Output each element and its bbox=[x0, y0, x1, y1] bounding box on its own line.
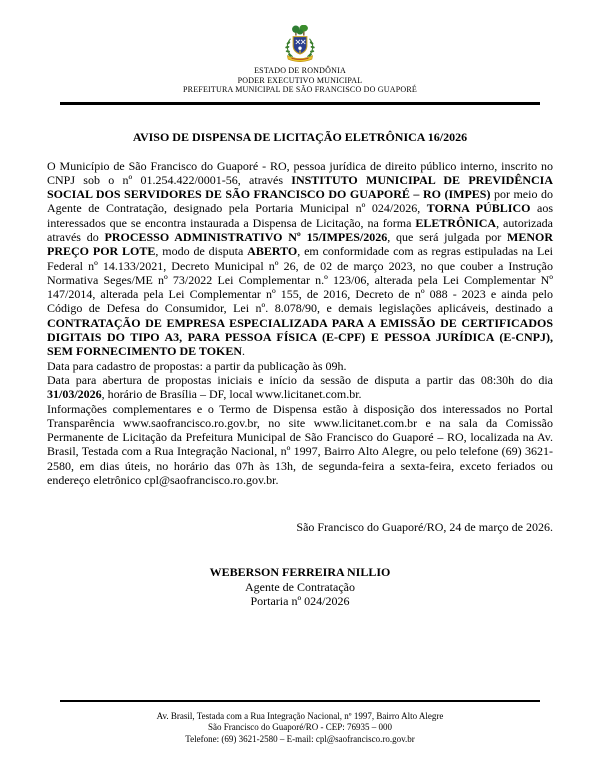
document-header bbox=[0, 0, 600, 105]
footer-divider bbox=[60, 700, 540, 702]
signer-name: WEBERSON FERREIRA NILLIO bbox=[209, 565, 391, 580]
footer-lines bbox=[0, 711, 600, 746]
dateline: São Francisco do Guaporé/RO, 24 de março de 2026. bbox=[296, 520, 553, 535]
document-title: AVISO DE DISPENSA DE LICITAÇÃO ELETRÔNICA 16/2026 bbox=[132, 129, 468, 144]
document-footer bbox=[0, 700, 600, 746]
body-paragraph-additional-info: Informações complementares e o Termo de Dispensa estão à disposição dos interessados no Portal Transparência www.saofrancisco.ro.gov.br, no site www.licitanet.com.br e na sala da Comissão Permanente de Licitação da Prefeitura Municipal de São Francisco do Guaporé – RO, localizada na Av. Brasil, Testada com a Rua Integração Nacional, nº 1997, Bairro Alto Alegre, ou pelo telefone (69) 3621-2580, em dias úteis, no horário das 07h às 13h, de segunda-feira a sexta-feira, exceto feriados ou endereço eletrônico cpl@saofrancisco.ro.gov.br. bbox=[47, 401, 553, 488]
signer-role: Agente de Contratação bbox=[245, 579, 355, 594]
organization-lines bbox=[0, 66, 600, 95]
org-prefecture-line: PREFEITURA MUNICIPAL DE SÃO FRANCISCO DO GUAPORÉ bbox=[183, 85, 417, 94]
org-state-line: ESTADO DE RONDÔNIA bbox=[254, 66, 346, 75]
body-paragraph-opening-date: Data para abertura de propostas iniciais e início da sessão de disputa a partir das 08:30h do dia 31/03/2026, horário de Brasília – DF, local www.licitanet.com.br. bbox=[47, 372, 553, 402]
footer-address-line: Av. Brasil, Testada com a Rua Integração Nacional, nº 1997, Bairro Alto Alegre bbox=[156, 710, 444, 721]
municipal-coat-of-arms-icon bbox=[283, 25, 317, 63]
header-divider bbox=[60, 102, 540, 105]
body-paragraph-proposal-registration: Data para cadastro de propostas: a partir da publicação às 09h. bbox=[47, 358, 347, 373]
footer-city-cep-line: São Francisco do Guaporé/RO - CEP: 76935 – 000 bbox=[208, 722, 392, 732]
signer-ordinance: Portaria nº 024/2026 bbox=[250, 594, 350, 609]
body-paragraph-main: O Município de São Francisco do Guaporé - RO, pessoa jurídica de direito público interno, inscrito no CNPJ sob o nº 01.254.422/0001-56, através INSTITUTO MUNICIPAL DE PREVIDÊNCIA SOCIAL DOS SERVIDORES DE SÃO FRANCISCO DO GUAPORÉ – RO (IMPES) por meio do Agente de Contratação, designado pela Portaria Municipal nº 024/2026, TORNA PÚBLICO aos interessados que se encontra instaurada a Dispensa de Licitação, na forma ELETRÔNICA, autorizada através do PROCESSO ADMINISTRATIVO Nº 15/IMPES/2026, que será julgada por MENOR PREÇO POR LOTE, modo de disputa ABERTO, em conformidade com as regras estipuladas na Lei Federal nº 14.133/2021, Decreto Municipal nº 26, de 02 de março 2023, no que couber a Instrução Normativa Seges/ME nº 73/2022 Lei Complementar n.º 123/06, alterada pela Lei Complementar Nº 147/2014, alterada pela Lei Complementar nº 155, de 2016, Decreto de nº 088 - 2023 e ainda pelo Código de Defesa do Consumidor, Lei nº. 8.078/90, e demais legislações aplicáveis, destinado a CONTRATAÇÃO DE EMPRESA ESPECIALIZADA PARA A EMISSÃO DE CERTIFICADOS DIGITAIS DO TIPO A3, PARA PESSOA FÍSICA (E-CPF) E PESSOA JURÍDICA (E-CNPJ), SEM FORNECIMENTO DE TOKEN. bbox=[47, 158, 554, 359]
footer-phone-email-line: Telefone: (69) 3621-2580 – E-mail: cpl@saofrancisco.ro.gov.br bbox=[185, 733, 415, 744]
signature-block bbox=[0, 565, 600, 609]
document-body bbox=[47, 159, 553, 488]
org-branch-line: PODER EXECUTIVO MUNICIPAL bbox=[237, 75, 363, 85]
